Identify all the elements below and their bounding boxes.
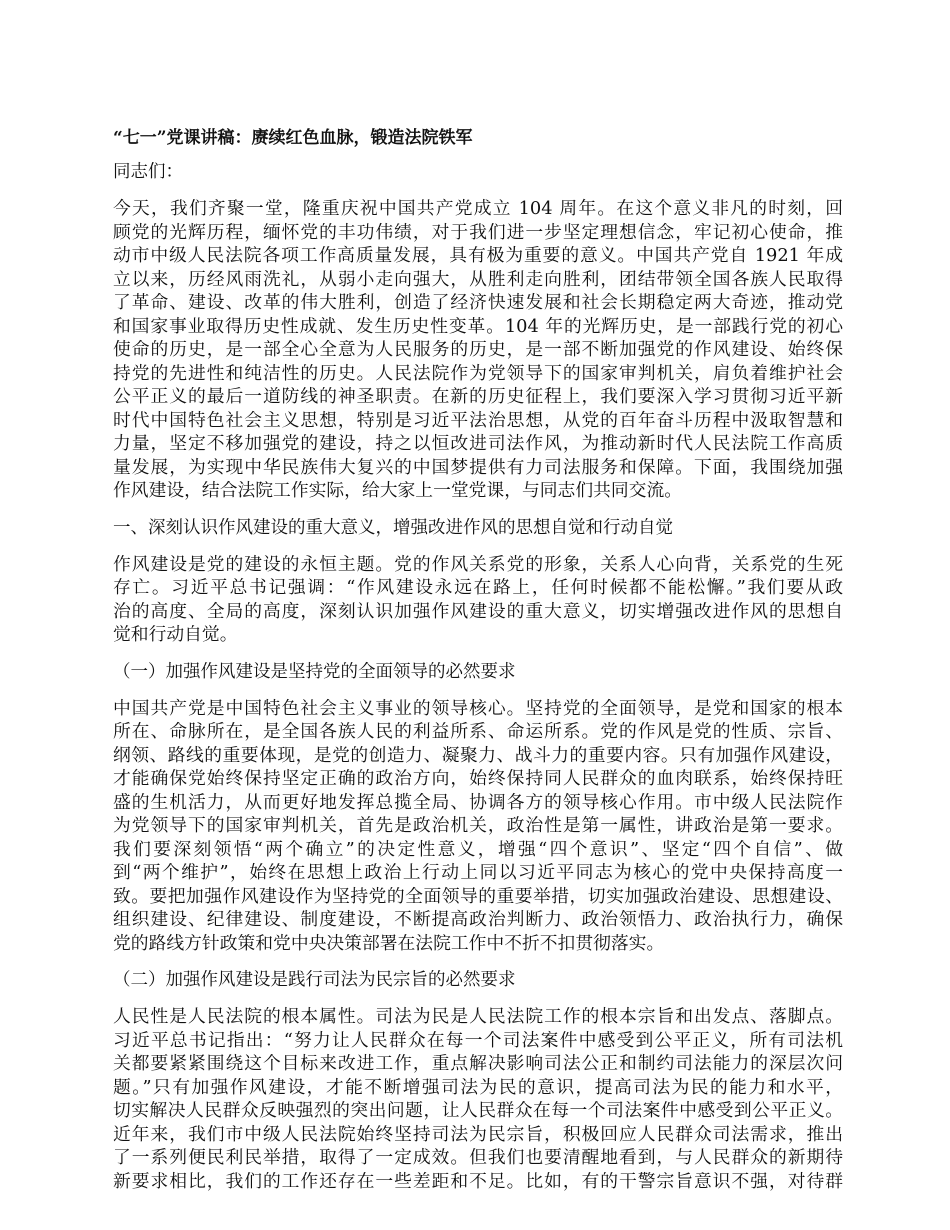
document-body xyxy=(113,126,843,1206)
paragraph-line: 持党的先进性和纯洁性的历史。人民法院作为党领导下的国家审判机关，肩负着维护社会 xyxy=(113,362,843,384)
paragraph-line: 纲领、路线的重要体现，是党的创造力、凝聚力、战斗力的重要内容。只有加强作风建设， xyxy=(113,744,843,766)
paragraph-line: 立以来，历经风雨洗礼，从弱小走向强大，从胜利走向胜利，团结带领全国各族人民取得 xyxy=(113,268,843,290)
paragraph-line: 习近平总书记指出：“努力让人民群众在每一个司法案件中感受到公平正义，所有司法机 xyxy=(113,1029,843,1051)
paragraph-line: 切实解决人民群众反映强烈的突出问题，让人民群众在每一个司法案件中感受到公平正义。 xyxy=(113,1100,843,1121)
paragraph-line: 作风建设，结合法院工作实际，给大家上一堂党课，与同志们共同交流。 xyxy=(113,480,683,501)
paragraph-line: 盛的生机活力，从而更好地发挥总揽全局、协调各方的领导核心作用。市中级人民法院作 xyxy=(113,791,843,813)
section-heading: （一）加强作风建设是坚持党的全面领导的必然要求 xyxy=(113,661,516,682)
paragraph-line: 人民性是人民法院的根本属性。司法为民是人民法院工作的根本宗旨和出发点、落脚点。 xyxy=(113,1006,843,1027)
paragraph-line: 致。要把加强作风建设作为坚持党的全面领导的重要举措，切实加强政治建设、思想建设、 xyxy=(113,885,843,907)
paragraph-line: 近年来，我们市中级人民法院始终坚持司法为民宗旨，积极回应人民群众司法需求，推出 xyxy=(113,1123,843,1145)
paragraph-line: 作风建设是党的建设的永恒主题。党的作风关系党的形象，关系人心向背，关系党的生死 xyxy=(113,553,843,575)
section-heading: （二）加强作风建设是践行司法为民宗旨的必然要求 xyxy=(113,970,516,990)
paragraph-line: 到“两个维护”，始终在思想上政治上行动上同以习近平同志为核心的党中央保持高度一 xyxy=(113,862,843,883)
paragraph xyxy=(113,197,843,503)
document-title: “七一”党课讲稿：赓续红色血脉，锻造法院铁军 xyxy=(113,128,473,148)
paragraph-line: 了革命、建设、改革的伟大胜利，创造了经济快速发展和社会长期稳定两大奇迹，推动党 xyxy=(113,292,843,313)
paragraph-line: 量发展，为实现中华民族伟大复兴的中国梦提供有力司法服务和保障。下面，我围绕加强 xyxy=(113,456,843,478)
paragraph-line: 才能确保党始终保持坚定正确的政治方向，始终保持同人民群众的血肉联系，始终保持旺 xyxy=(113,768,843,789)
paragraph xyxy=(113,697,843,956)
paragraph-line: 力量，坚定不移加强党的建设，持之以恒改进司法作风，为推动新时代人民法院工作高质 xyxy=(113,433,843,454)
paragraph-line: 组织建设、纪律建设、制度建设，不断提高政治判断力、政治领悟力、政治执行力，确保 xyxy=(113,909,843,930)
section-heading: 一、深刻认识作风建设的重大意义，增强改进作风的思想自觉和行动自觉 xyxy=(113,517,673,538)
paragraph-line: 顾党的光辉历程，缅怀党的丰功伟绩，对于我们进一步坚定理想信念，牢记初心使命，推 xyxy=(113,221,843,243)
paragraph-line: 存亡。习近平总书记强调：“作风建设永远在路上，任何时候都不能松懈。”我们要从政 xyxy=(113,577,843,598)
document-sections xyxy=(113,197,843,1193)
paragraph-line: 今天，我们齐聚一堂，隆重庆祝中国共产党成立 104 周年。在这个意义非凡的时刻，回 xyxy=(113,198,843,219)
paragraph-line: 了一系列便民利民举措，取得了一定成效。但我们也要清醒地看到，与人民群众的新期待 xyxy=(113,1147,843,1168)
paragraph-line: 公平正义的最后一道防线的神圣职责。在新的历史征程上，我们要深入学习贯彻习近平新 xyxy=(113,386,843,407)
paragraph-line: 关都要紧紧围绕这个目标来改进工作，重点解决影响司法公正和制约司法能力的深层次问 xyxy=(113,1053,843,1074)
paragraph-line: 题。”只有加强作风建设，才能不断增强司法为民的意识，提高司法为民的能力和水平， xyxy=(113,1076,843,1098)
paragraph-line: 动市中级人民法院各项工作高质量发展，具有极为重要的意义。中国共产党自 1921 年成 xyxy=(113,245,843,266)
paragraph-line: 新要求相比，我们的工作还存在一些差距和不足。比如，有的干警宗旨意识不强，对待群 xyxy=(113,1170,843,1192)
paragraph-line: 为党领导下的国家审判机关，首先是政治机关，政治性是第一属性，讲政治是第一要求。 xyxy=(113,815,843,836)
greeting: 同志们： xyxy=(113,162,183,182)
paragraph-line: 觉和行动自觉。 xyxy=(113,624,238,645)
paragraph xyxy=(113,1005,843,1193)
paragraph xyxy=(113,553,843,647)
paragraph-line: 和国家事业取得历史性成就、发生历史性变革。104 年的光辉历史，是一部践行党的初心 xyxy=(113,315,843,337)
paragraph-line: 时代中国特色社会主义思想，特别是习近平法治思想，从党的百年奋斗历程中汲取智慧和 xyxy=(113,409,843,431)
paragraph-line: 中国共产党是中国特色社会主义事业的领导核心。坚持党的全面领导，是党和国家的根本 xyxy=(113,697,843,719)
paragraph-line: 使命的历史，是一部全心全意为人民服务的历史，是一部不断加强党的作风建设、始终保 xyxy=(113,339,843,360)
paragraph-line: 我们要深刻领悟“两个确立”的决定性意义，增强“四个意识”、坚定“四个自信”、做 xyxy=(113,838,843,860)
paragraph-line: 治的高度、全局的高度，深刻认识加强作风建设的重大意义，切实增强改进作风的思想自 xyxy=(113,600,843,622)
paragraph-line: 党的路线方针政策和党中央决策部署在法院工作中不折不扣贯彻落实。 xyxy=(113,932,665,954)
paragraph-line: 所在、命脉所在，是全国各族人民的利益所系、命运所系。党的作风是党的性质、宗旨、 xyxy=(113,721,843,742)
